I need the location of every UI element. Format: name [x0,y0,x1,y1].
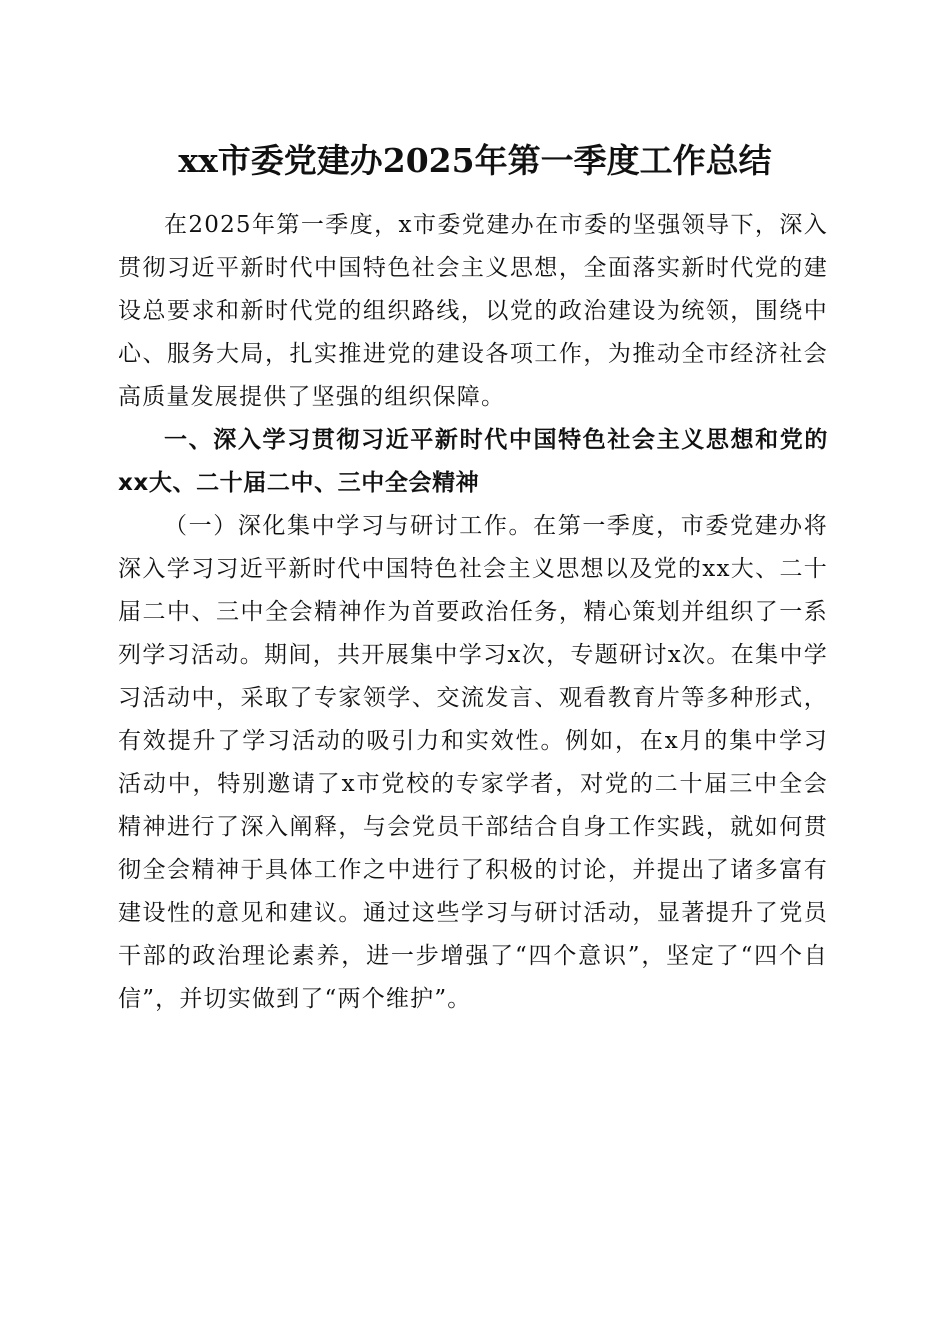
document-title: xx市委党建办2025年第一季度工作总结 [178,141,772,180]
section-1-heading: 一、深入学习贯彻习近平新时代中国特色社会主义思想和党的xx大、二十届二中、三中全会精神 [118,427,828,496]
section-1-paragraph-1: （一）深化集中学习与研讨工作。在第一季度，市委党建办将深入学习习近平新时代中国特色社会主义思想以及党的xx大、二十届二中、三中全会精神作为首要政治任务，精心策划并组织了一系列学习活动。期间，共开展集中学习x次，专题研讨x次。在集中学习活动中，采取了专家领学、交流发言、观看教育片等多种形式，有效提升了学习活动的吸引力和实效性。例如，在x月的集中学习活动中，特别邀请了x市党校的专家学者，对党的二十届三中全会精神进行了深入阐释，与会党员干部结合自身工作实践，就如何贯彻全会精神于具体工作之中进行了积极的讨论，并提出了诸多富有建设性的意见和建议。通过这些学习与研讨活动，显著提升了党员干部的政治理论素养，进一步增强了“四个意识”，坚定了“四个自信”，并切实做到了“两个维护”。 [118,513,828,1012]
intro-paragraph: 在2025年第一季度，x市委党建办在市委的坚强领导下，深入贯彻习近平新时代中国特色社会主义思想，全面落实新时代党的建设总要求和新时代党的组织路线，以党的政治建设为统领，围绕中心、服务大局，扎实推进党的建设各项工作，为推动全市经济社会高质量发展提供了坚强的组织保障。 [118,212,828,410]
document-body [118,204,828,1021]
